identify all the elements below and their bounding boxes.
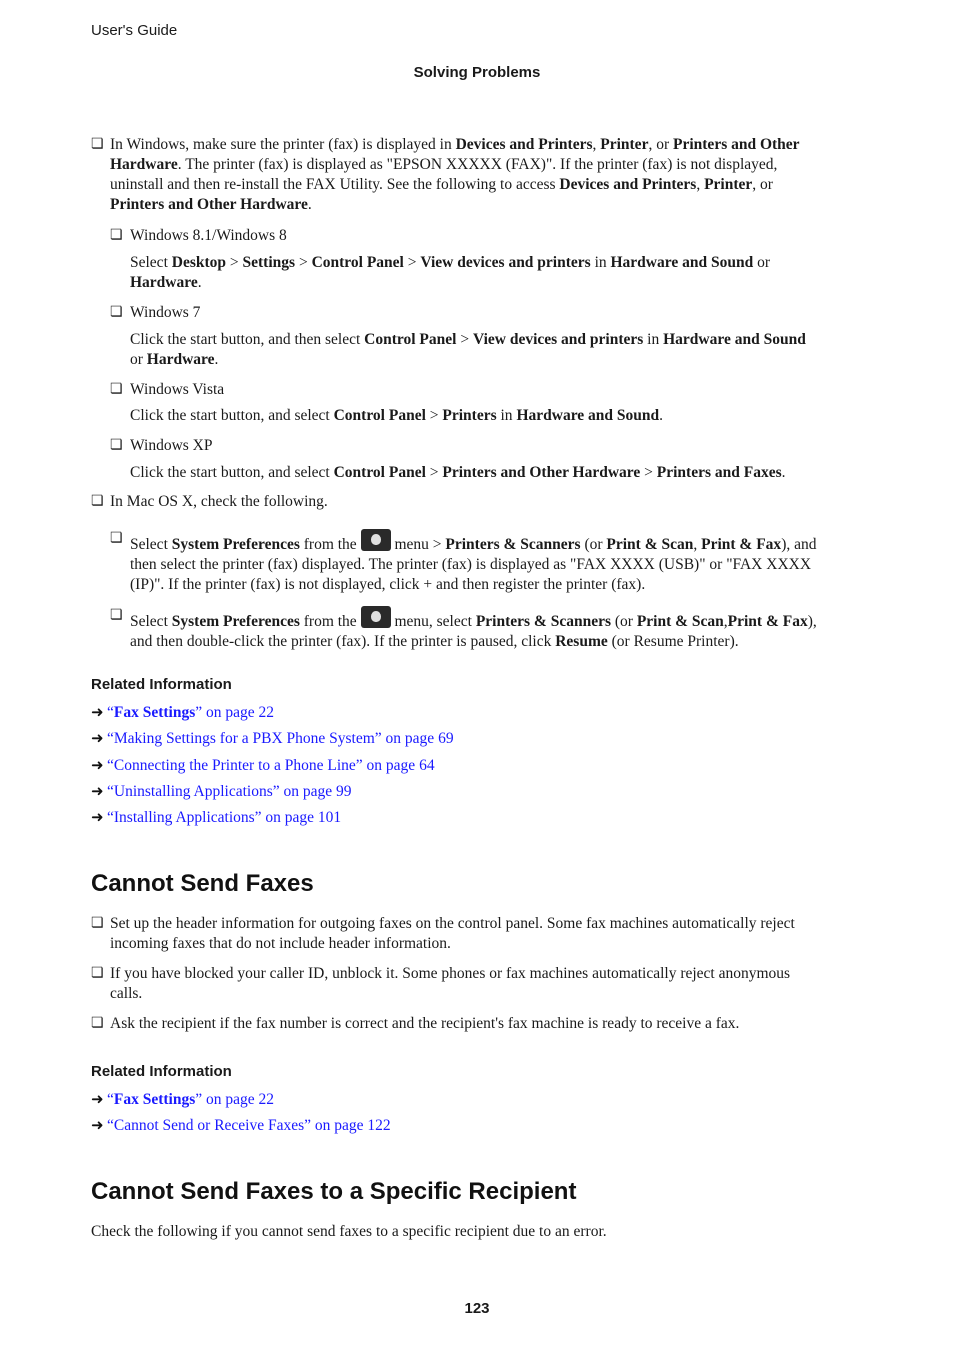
- vista-title: Windows Vista: [130, 381, 225, 398]
- xp-instructions: Click the start button, and select Control Panel > Printers and Other Hardware > Printers and Faxes.: [130, 464, 786, 481]
- checkbox-bullet-icon: [110, 226, 123, 246]
- checkbox-bullet-icon: [91, 964, 104, 984]
- cannot-send-item: Set up the header information for outgoing faxes on the control panel. Some fax machines automatically reject incoming faxes that do not include header information.: [110, 915, 795, 952]
- checkbox-bullet-icon: [91, 492, 104, 512]
- apple-menu-icon: [361, 606, 391, 628]
- right-arrow-icon: ➜: [91, 784, 104, 800]
- checkbox-bullet-icon: [91, 914, 104, 934]
- right-arrow-icon: ➜: [91, 1092, 104, 1108]
- related-link[interactable]: ➜ “Uninstalling Applications” on page 99: [91, 783, 352, 800]
- related-info-heading: Related Information: [91, 676, 232, 693]
- vista-instructions: Click the start button, and select Control Panel > Printers in Hardware and Sound.: [130, 407, 664, 424]
- xp-title: Windows XP: [130, 437, 213, 454]
- running-header: User's Guide: [91, 22, 178, 39]
- cannot-send-item: Ask the recipient if the fax number is correct and the recipient's fax machine is ready to receive a fax.: [110, 1015, 740, 1032]
- related-link[interactable]: ➜ “Cannot Send or Receive Faxes” on page 122: [91, 1117, 391, 1134]
- right-arrow-icon: ➜: [91, 758, 104, 774]
- section-title-cannot-send: Cannot Send Faxes: [91, 870, 314, 897]
- related-link[interactable]: ➜ “Fax Settings” on page 22: [91, 1091, 275, 1108]
- section-header: Solving Problems: [413, 64, 541, 81]
- win81-title: Windows 8.1/Windows 8: [130, 227, 287, 244]
- checkbox-bullet-icon: [91, 1014, 104, 1034]
- win81-instructions: Select Desktop > Settings > Control Panel > View devices and printers in Hardware and Sound or Hardware.: [130, 254, 770, 291]
- right-arrow-icon: ➜: [91, 810, 104, 826]
- mac-title: In Mac OS X, check the following.: [110, 493, 328, 510]
- checkbox-bullet-icon: [110, 606, 123, 626]
- checkbox-bullet-icon: [110, 436, 123, 456]
- specific-recipient-text: Check the following if you cannot send faxes to a specific recipient due to an error.: [91, 1223, 607, 1240]
- right-arrow-icon: ➜: [91, 705, 104, 721]
- section-title-specific-recipient: Cannot Send Faxes to a Specific Recipient: [91, 1178, 577, 1205]
- cannot-send-item: If you have blocked your caller ID, unblock it. Some phones or fax machines automatically reject anonymous calls.: [110, 965, 791, 1002]
- right-arrow-icon: ➜: [91, 1118, 104, 1134]
- mac-step-a: Select System Preferences from the menu > Printers & Scanners (or Print & Scan, Print & Fax), and then select the printer (fax) displayed. The printer (fax) is displayed as "FAX XXXX (USB)" or "FAX XXXX (IP)". If the printer (fax) is not displayed, click + and then register the printer (fax).: [130, 525, 870, 595]
- related-link[interactable]: ➜ “Installing Applications” on page 101: [91, 809, 342, 826]
- apple-menu-icon: [361, 529, 391, 551]
- right-arrow-icon: ➜: [91, 731, 104, 747]
- related-link[interactable]: ➜ “Connecting the Printer to a Phone Line” on page 64: [91, 757, 435, 774]
- checkbox-bullet-icon: [91, 135, 104, 155]
- page-number: 123: [464, 1300, 490, 1317]
- related-link[interactable]: ➜ “Making Settings for a PBX Phone System” on page 69: [91, 730, 454, 747]
- win7-title: Windows 7: [130, 304, 201, 321]
- related-link[interactable]: ➜ “Fax Settings” on page 22: [91, 704, 275, 721]
- windows-paragraph: In Windows, make sure the printer (fax) is displayed in Devices and Printers, Printer, or Printers and Other Hardware. The printer (fax) is displayed as "EPSON XXXXX (FAX)". If the printer (fax) is not displayed, uninstall and then re-install the FAX Utility. See the following to access Devices and Printers, Printer, or Printers and Other Hardware.: [110, 136, 800, 213]
- checkbox-bullet-icon: [110, 303, 123, 323]
- win7-instructions: Click the start button, and then select Control Panel > View devices and printers in Hardware and Sound or Hardware.: [130, 331, 806, 368]
- checkbox-bullet-icon: [110, 380, 123, 400]
- checkbox-bullet-icon: [110, 529, 123, 549]
- related-info-heading: Related Information: [91, 1063, 232, 1080]
- mac-step-b: Select System Preferences from the menu, select Printers & Scanners (or Print & Scan,Print & Fax), and then double-click the printer (fax). If the printer is paused, click Resume (or Resume Printer).: [130, 602, 870, 652]
